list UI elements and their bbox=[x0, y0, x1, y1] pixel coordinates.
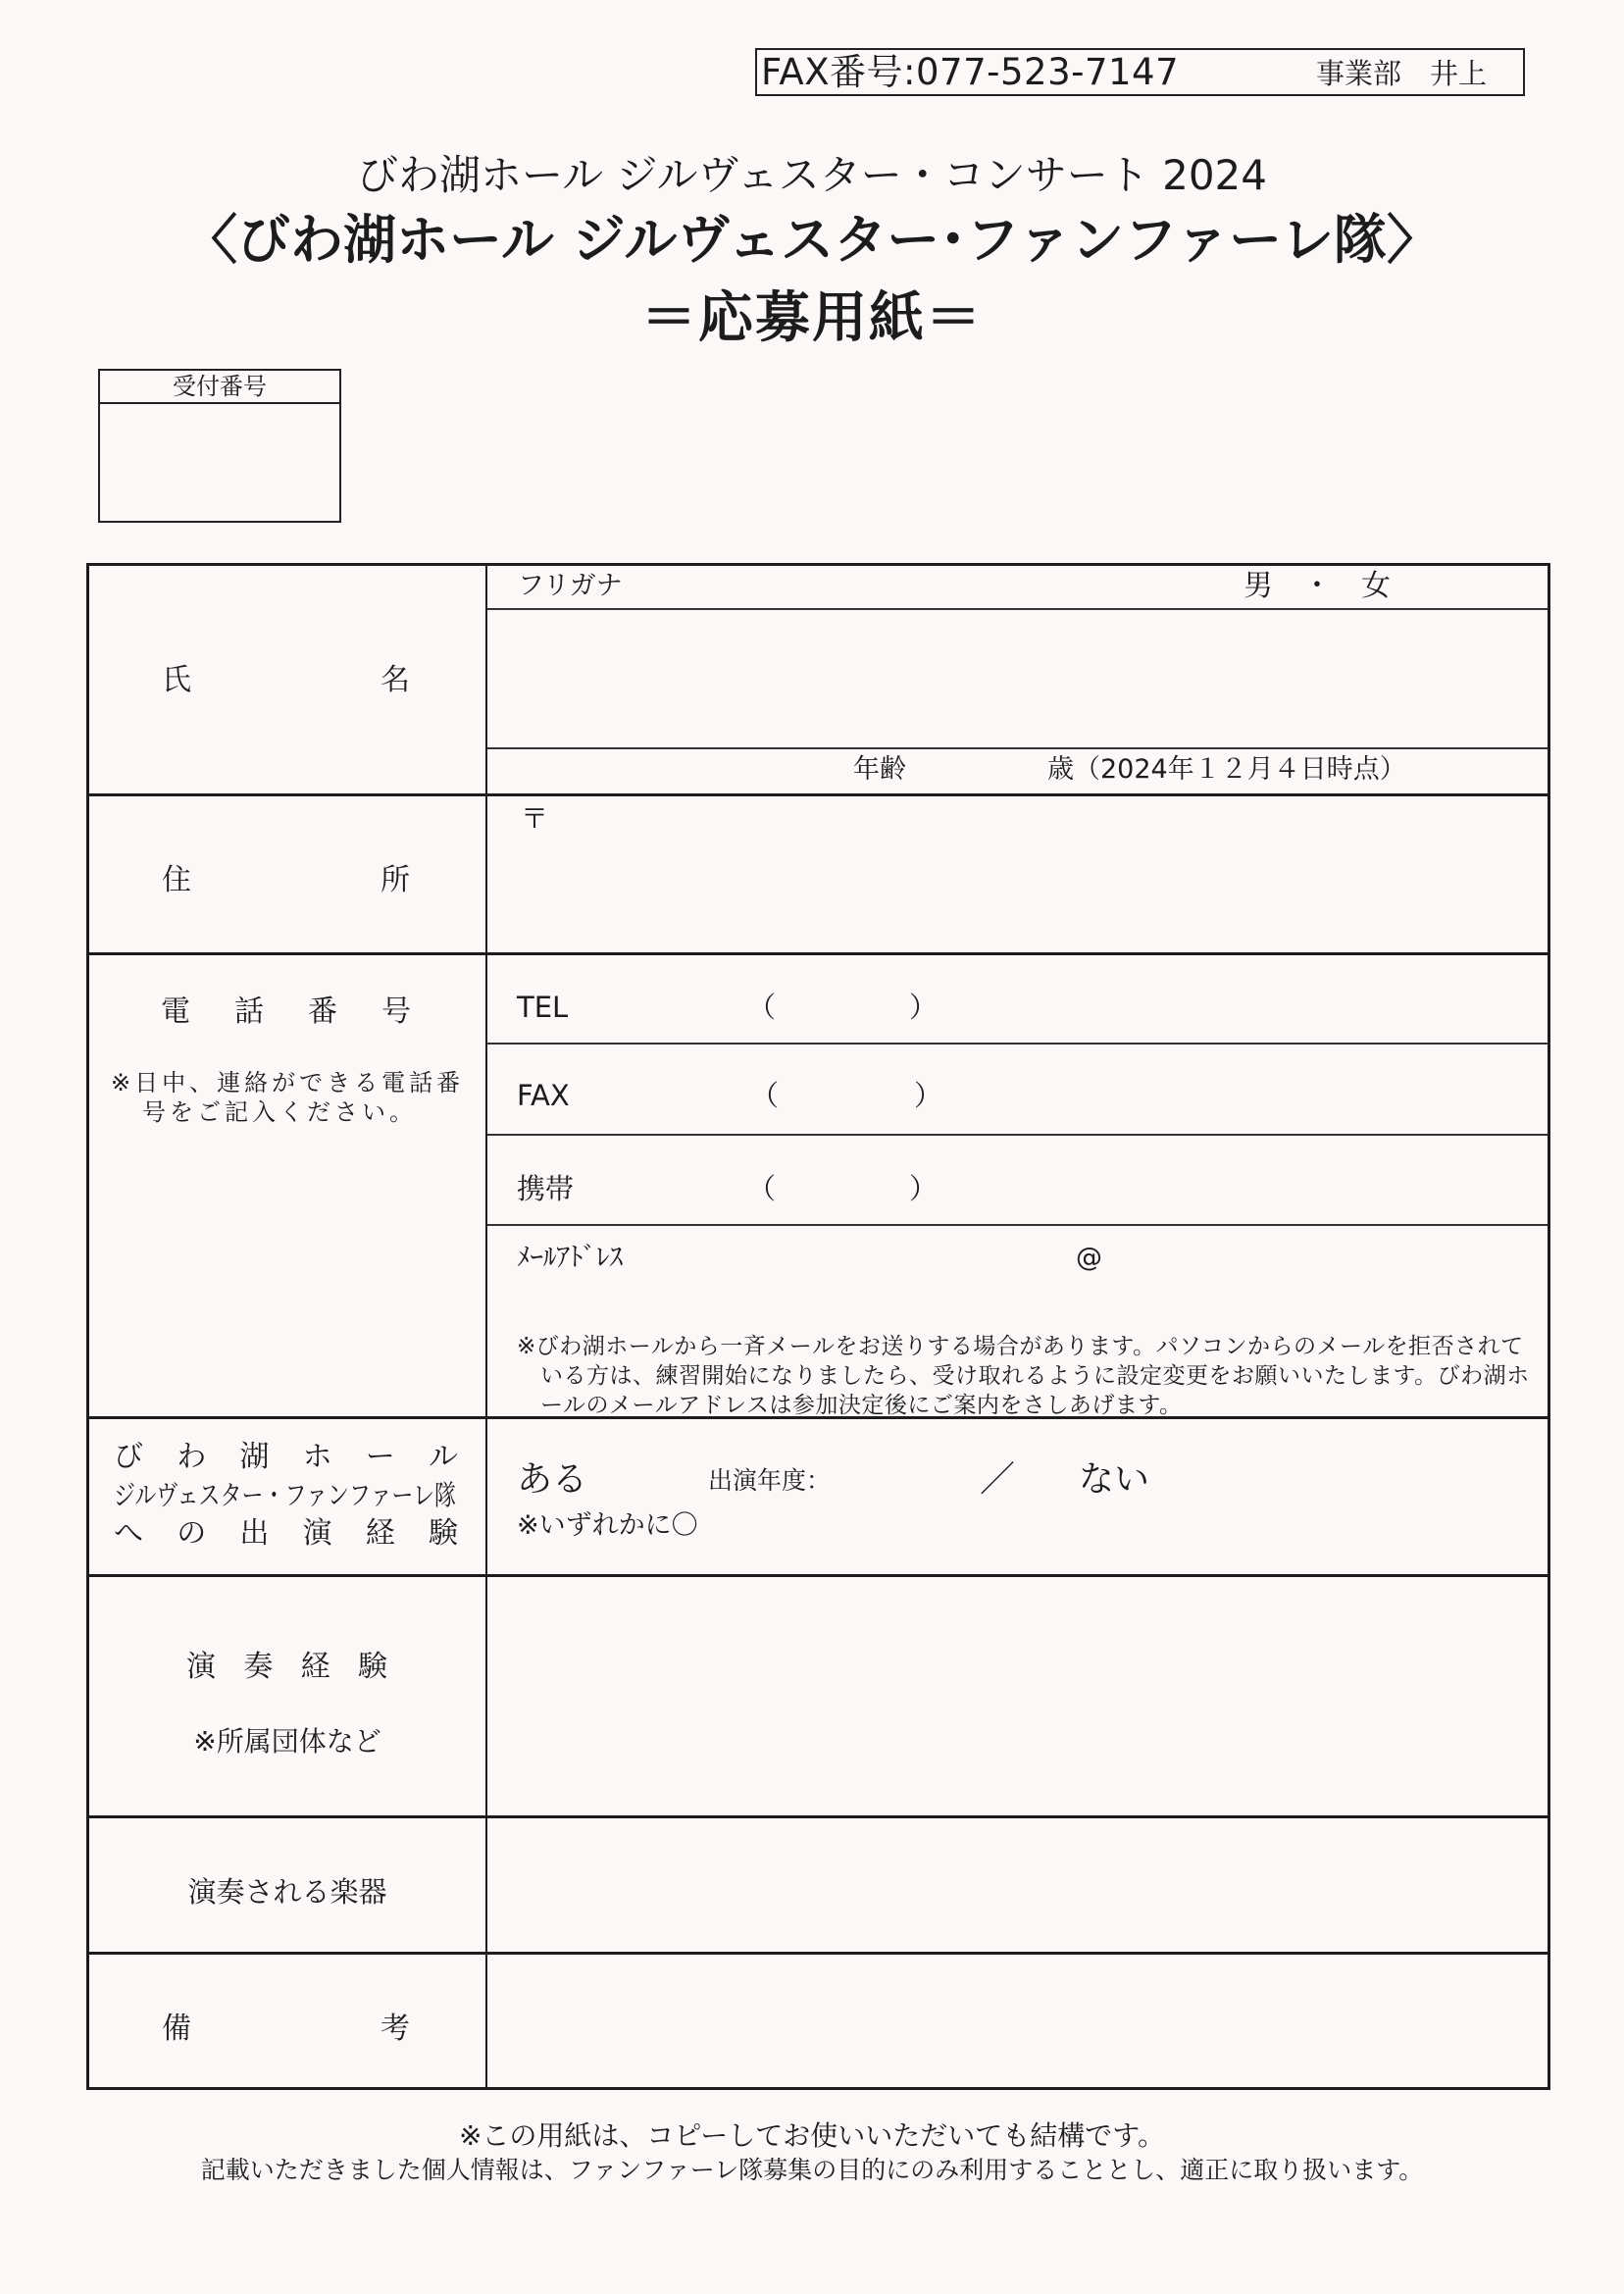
history-label-line-2: ジルヴェスター・ファンファーレ隊 bbox=[114, 1479, 456, 1511]
application-table bbox=[86, 563, 1550, 2090]
mobile-close-paren: ） bbox=[909, 1172, 939, 1205]
tel-label: TEL bbox=[517, 991, 569, 1024]
email-note: ※びわ湖ホールから一斉メールをお送りする場合があります。パソコンからのメールを拒否されている方は、練習開始になりましたら、受け取れるように設定変更をお願いいたします。びわ湖ホールのメールアドレスは参加決定後にご案内をさしあげます。 bbox=[517, 1334, 1530, 1418]
label-char: の bbox=[177, 1516, 207, 1551]
history-label-line-1 bbox=[114, 1440, 458, 1475]
receipt-number-field[interactable] bbox=[100, 404, 339, 521]
age-reference-date: 歳（2024年１２月４日時点） bbox=[1047, 754, 1406, 785]
postal-mark: 〒 bbox=[521, 802, 549, 835]
phone-label bbox=[161, 994, 411, 1030]
instrument-label-cell bbox=[89, 1818, 487, 1952]
history-yes-option: ある bbox=[517, 1459, 588, 1500]
age-label: 年齢 bbox=[853, 754, 906, 785]
label-char: 験 bbox=[357, 1650, 387, 1684]
performance-note: ※所属団体など bbox=[193, 1725, 381, 1758]
label-char: 演 bbox=[186, 1650, 216, 1684]
tel-open-paren: （ bbox=[747, 991, 777, 1024]
label-char: 氏 bbox=[162, 663, 191, 697]
fax-field[interactable] bbox=[487, 1045, 1548, 1136]
email-at-sign: @ bbox=[1076, 1243, 1102, 1273]
label-char: 出 bbox=[239, 1516, 270, 1551]
department-contact: 事業部 井上 bbox=[1316, 57, 1488, 90]
label-char: 備 bbox=[162, 2012, 191, 2046]
mobile-field[interactable] bbox=[487, 1136, 1548, 1226]
phone-row bbox=[89, 952, 1548, 1416]
name-row bbox=[89, 566, 1548, 793]
history-year-label: 出演年度： bbox=[708, 1466, 832, 1495]
label-char: へ bbox=[114, 1516, 143, 1551]
label-char: 演 bbox=[302, 1516, 332, 1551]
performance-field[interactable] bbox=[487, 1577, 1548, 1815]
email-field[interactable] bbox=[487, 1226, 1548, 1419]
instrument-row bbox=[89, 1815, 1548, 1952]
label-char: 電 bbox=[161, 994, 190, 1029]
history-no-option: ない bbox=[1079, 1459, 1150, 1500]
label-char: 住 bbox=[162, 863, 191, 897]
remarks-label bbox=[162, 2012, 410, 2047]
receipt-number-label: 受付番号 bbox=[100, 371, 339, 404]
address-field[interactable] bbox=[487, 796, 1548, 952]
performance-label bbox=[186, 1650, 387, 1685]
copy-permission-note: ※この用紙は、コピーしてお使いいただいても結構です。 bbox=[458, 2119, 1166, 2152]
label-char: 奏 bbox=[243, 1650, 274, 1684]
fax-close-paren: ） bbox=[914, 1079, 943, 1112]
label-char: 話 bbox=[234, 994, 264, 1029]
name-label-cell bbox=[89, 566, 487, 793]
label-char: ー bbox=[365, 1440, 395, 1474]
label-char: 考 bbox=[381, 2012, 410, 2046]
history-separator: ／ bbox=[980, 1459, 1016, 1500]
address-label-cell bbox=[89, 796, 487, 952]
tel-close-paren: ） bbox=[909, 991, 939, 1024]
address-row bbox=[89, 793, 1548, 952]
label-char: ホ bbox=[302, 1440, 332, 1474]
mobile-open-paren: （ bbox=[747, 1172, 777, 1205]
privacy-note: 記載いただきました個人情報は、ファンファーレ隊募集の目的にのみ利用することとし、適正に取り扱います。 bbox=[200, 2156, 1424, 2184]
label-char: び bbox=[114, 1440, 143, 1474]
gender-options: 男 ・ 女 bbox=[1243, 569, 1391, 603]
fanfare-team-title: 〈びわ湖ホール ジルヴェスター･ファンファーレ隊〉 bbox=[184, 209, 1440, 271]
instrument-label: 演奏される楽器 bbox=[187, 1875, 387, 1909]
instrument-field[interactable] bbox=[487, 1818, 1548, 1952]
remarks-label-cell bbox=[89, 1955, 487, 2087]
address-label bbox=[162, 863, 410, 898]
label-char: 号 bbox=[381, 994, 411, 1029]
name-field[interactable] bbox=[487, 610, 1548, 749]
label-char: 湖 bbox=[239, 1440, 270, 1474]
history-label-cell bbox=[89, 1419, 487, 1574]
tel-field[interactable] bbox=[487, 955, 1548, 1045]
fax-label: FAX bbox=[517, 1079, 570, 1112]
history-field[interactable] bbox=[487, 1419, 1548, 1574]
furigana-label: フリガナ bbox=[518, 571, 623, 601]
form-title: ＝応募用紙＝ bbox=[641, 286, 983, 350]
remarks-row bbox=[89, 1952, 1548, 2087]
fax-number: FAX番号:077-523-7147 bbox=[761, 51, 1180, 93]
performance-row bbox=[89, 1574, 1548, 1815]
label-char: 験 bbox=[428, 1516, 458, 1551]
label-char: 経 bbox=[300, 1650, 330, 1684]
history-row bbox=[89, 1416, 1548, 1574]
history-label-line-3 bbox=[114, 1516, 458, 1552]
name-label bbox=[162, 663, 410, 698]
label-char: 経 bbox=[365, 1516, 395, 1551]
remarks-field[interactable] bbox=[487, 1955, 1548, 2087]
email-label: ﾒｰﾙｱﾄﾞﾚｽ bbox=[517, 1243, 623, 1273]
receipt-number-box bbox=[98, 369, 341, 523]
furigana-field[interactable] bbox=[487, 566, 1548, 610]
concert-title: びわ湖ホール ジルヴェスター・コンサート 2024 bbox=[356, 151, 1268, 199]
label-char: 所 bbox=[381, 863, 410, 897]
label-char: 名 bbox=[381, 663, 410, 697]
label-char: 番 bbox=[308, 994, 337, 1029]
performance-label-cell bbox=[89, 1577, 487, 1815]
phone-note: ※日中、連絡ができる電話番号をご記入ください。 bbox=[111, 1069, 465, 1126]
fax-open-paren: （ bbox=[750, 1079, 780, 1112]
phone-label-cell bbox=[89, 955, 487, 1416]
name-value-cell bbox=[487, 566, 1548, 793]
fax-header-box bbox=[755, 48, 1525, 96]
label-char: わ bbox=[177, 1440, 207, 1474]
age-field[interactable] bbox=[487, 749, 1548, 793]
history-circle-note: ※いずれかに〇 bbox=[517, 1510, 698, 1541]
label-char: ル bbox=[428, 1440, 458, 1474]
mobile-label: 携帯 bbox=[517, 1172, 575, 1205]
phone-value-cell bbox=[487, 955, 1548, 1416]
